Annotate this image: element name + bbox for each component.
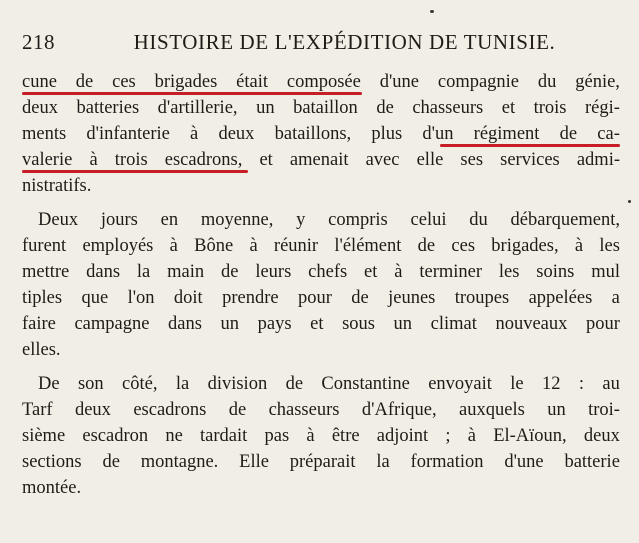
word: tardait (200, 426, 248, 446)
word: du (469, 210, 488, 230)
word: Bône (194, 236, 234, 256)
scan-speck (628, 200, 631, 203)
word: la (175, 374, 190, 394)
word: de (228, 400, 247, 420)
word: chasseurs (412, 98, 484, 118)
word: à (306, 426, 315, 446)
word: troi- (588, 400, 620, 420)
word: être (331, 426, 360, 446)
word: de (559, 124, 578, 144)
text-line (22, 398, 620, 422)
word: son (77, 374, 104, 394)
word: furent (22, 236, 67, 256)
word: jours (100, 210, 138, 230)
word: climat (430, 314, 477, 334)
text-line: montée. (22, 478, 82, 498)
word: les (498, 262, 520, 282)
highlight-underline (22, 170, 248, 173)
word: côté, (122, 374, 158, 394)
word: pour (585, 314, 620, 334)
word: de (75, 72, 94, 92)
text-line (22, 234, 620, 258)
word: régi- (585, 98, 620, 118)
word: les (599, 236, 620, 256)
word: amenait (289, 150, 349, 170)
word: brigades, (491, 236, 559, 256)
word: un (547, 400, 566, 420)
text-line (22, 312, 620, 336)
word: moyenne, (200, 210, 274, 230)
word: l'élément (334, 236, 402, 256)
text-line (22, 372, 620, 396)
word: mul (591, 262, 620, 282)
running-header (22, 30, 617, 58)
word: d'Afrique, (361, 400, 437, 420)
word: troupes (454, 288, 510, 308)
word: dans (168, 314, 202, 334)
word: d'infanterie (86, 124, 170, 144)
word: à (467, 426, 476, 446)
word: services (500, 150, 560, 170)
word: en (160, 210, 179, 230)
highlight-underline (440, 144, 620, 147)
word: bataillons, (274, 124, 352, 144)
word: ; (445, 426, 451, 446)
text-line: nistratifs. (22, 176, 92, 196)
word: au (602, 374, 620, 394)
word: adjoint (376, 426, 429, 446)
word: à (190, 124, 199, 144)
word: d'un (422, 124, 454, 144)
running-title: HISTOIRE DE L'EXPÉDITION DE TUNISIE. (133, 30, 556, 54)
word: envoyait (428, 374, 492, 394)
word: formation (410, 452, 484, 472)
word: pour (297, 288, 332, 308)
word: ments (22, 124, 67, 144)
word: à (574, 236, 584, 256)
word: avec (365, 150, 400, 170)
word: sections (22, 452, 82, 472)
word: trois (114, 150, 148, 170)
word: à (169, 236, 178, 256)
word: batteries (76, 98, 140, 118)
word: Elle (239, 452, 269, 472)
word: terminer (419, 262, 483, 282)
word: plus (371, 124, 403, 144)
word: El-Aïoun, (493, 426, 567, 446)
word: montagne. (140, 452, 219, 472)
word: doit (173, 288, 203, 308)
word: était (236, 72, 268, 92)
word: ne (165, 426, 183, 446)
word: deux (22, 98, 58, 118)
word: d'une (379, 72, 419, 92)
word: de (376, 98, 394, 118)
word: celui (410, 210, 447, 230)
word: auxquels (459, 400, 525, 420)
word: trois (533, 98, 567, 118)
word: à (394, 262, 403, 282)
word: du (537, 72, 557, 92)
text-line (22, 208, 620, 232)
word: admi- (576, 150, 620, 170)
word: et (501, 98, 516, 118)
word: de (285, 374, 304, 394)
word: de (220, 262, 239, 282)
word: la (136, 262, 151, 282)
word: a (611, 288, 620, 308)
text-line (22, 148, 620, 172)
word: escadrons (133, 400, 207, 420)
word: ces (451, 236, 476, 256)
word: deux (218, 124, 255, 144)
word: ses (460, 150, 484, 170)
word: génie, (575, 72, 620, 92)
word: bataillon (293, 98, 358, 118)
word: appelées (528, 288, 593, 308)
word: leurs (255, 262, 292, 282)
word: d'artillerie, (157, 98, 238, 118)
word: jeunes (388, 288, 436, 308)
word: de (102, 452, 120, 472)
word: brigades (154, 72, 218, 92)
word: 12 (542, 374, 561, 394)
word: pays (257, 314, 292, 334)
word: Constantine (321, 374, 410, 394)
word: : (578, 374, 585, 394)
word: pas (264, 426, 290, 446)
word: deux (74, 400, 111, 420)
word: préparait (289, 452, 356, 472)
word: Deux (38, 210, 79, 230)
word: composée (286, 72, 361, 92)
word: d'une (504, 452, 544, 472)
word: que (81, 288, 109, 308)
word: régiment (473, 124, 540, 144)
word: faire (22, 314, 56, 334)
word: de (417, 236, 436, 256)
word: ca- (597, 124, 620, 144)
text-line: elles. (22, 340, 61, 360)
word: cune (22, 72, 57, 92)
word: un (393, 314, 413, 334)
text-line (22, 424, 620, 448)
word: division (207, 374, 268, 394)
scan-speck (430, 10, 434, 13)
text-line (22, 450, 620, 474)
word: à (249, 236, 258, 256)
word: escadrons, (164, 150, 243, 170)
word: tiples (22, 288, 63, 308)
word: prendre (222, 288, 279, 308)
word: à (89, 150, 98, 170)
text-line (22, 70, 620, 94)
text-line (22, 260, 620, 284)
word: le (510, 374, 524, 394)
word: et (364, 262, 378, 282)
word: campagne (74, 314, 150, 334)
word: sous (342, 314, 375, 334)
text-line (22, 122, 620, 146)
text-line (22, 286, 620, 310)
word: soins (536, 262, 575, 282)
word: deux (583, 426, 620, 446)
word: sième (22, 426, 66, 446)
word: De (38, 374, 60, 394)
word: et (310, 314, 324, 334)
page-number: 218 (22, 30, 55, 54)
word: main (167, 262, 205, 282)
word: nouveaux (495, 314, 568, 334)
word: Tarf (22, 400, 53, 420)
word: l'on (127, 288, 155, 308)
word: un (220, 314, 240, 334)
word: batterie (564, 452, 620, 472)
highlight-underline (22, 92, 362, 95)
word: la (376, 452, 390, 472)
word: de (351, 288, 369, 308)
word: dans (86, 262, 121, 282)
word: ces (112, 72, 136, 92)
word: réunir (273, 236, 319, 256)
word: chasseurs (268, 400, 340, 420)
text-line (22, 96, 620, 120)
word: valerie (22, 150, 73, 170)
word: compagnie (437, 72, 520, 92)
word: y (296, 210, 306, 230)
word: chefs (308, 262, 348, 282)
word: mettre (22, 262, 70, 282)
word: un (256, 98, 275, 118)
word: escadron (82, 426, 149, 446)
word: employés (82, 236, 154, 256)
word: débarquement, (510, 210, 620, 230)
word: elle (416, 150, 444, 170)
word: compris (328, 210, 388, 230)
word: et (259, 150, 273, 170)
